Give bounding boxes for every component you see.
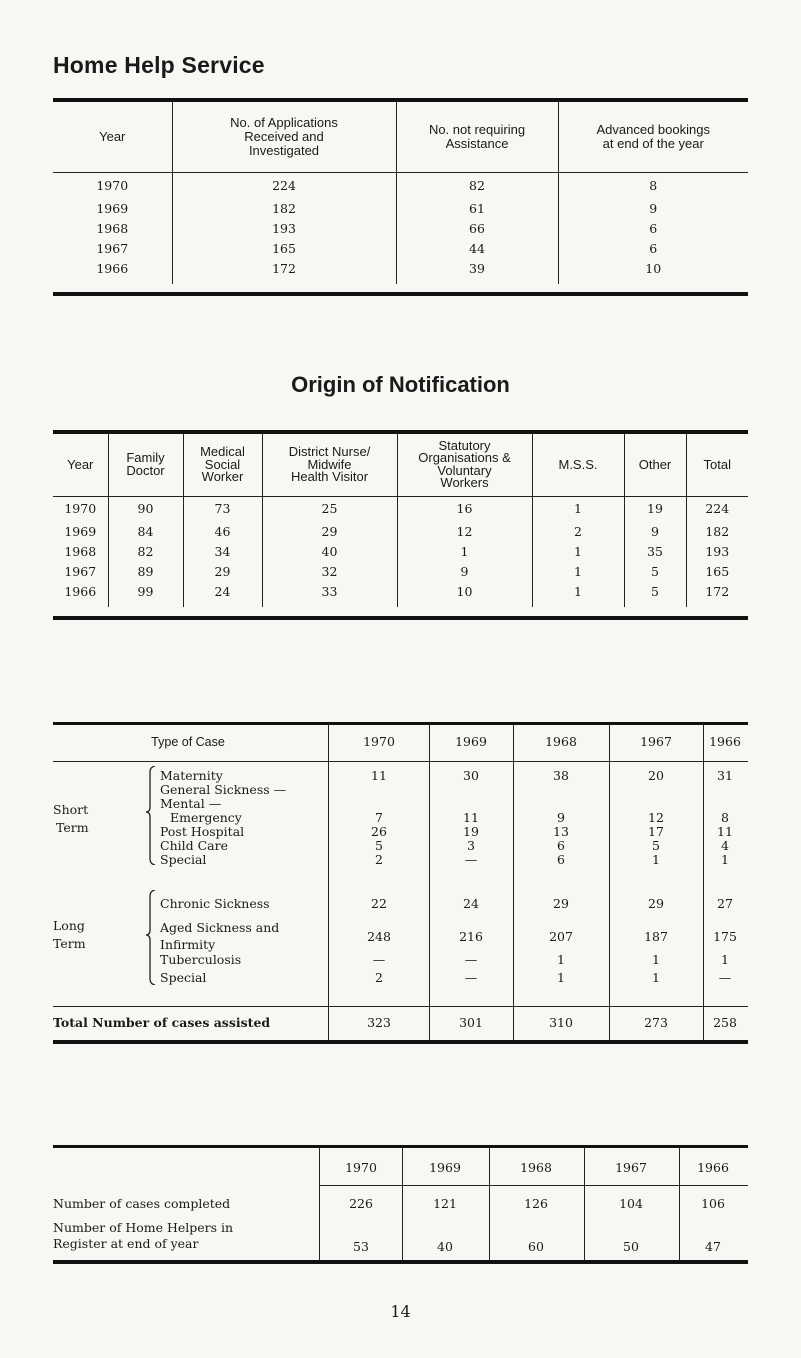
row-value: 121 — [433, 1196, 457, 1211]
table2-col-header — [686, 434, 748, 496]
table-cell: 9 — [624, 521, 686, 541]
table-cell: 82 — [396, 172, 558, 198]
year-header: 1967 — [640, 734, 672, 749]
row-value: 53 — [353, 1239, 369, 1254]
table1-col-header — [396, 102, 558, 172]
origin-of-notification-title: Origin of Notification — [291, 372, 510, 397]
year-header: 1969 — [455, 734, 487, 749]
table-cell: 46 — [183, 521, 262, 541]
long-term-value: — — [464, 952, 478, 967]
table-cell: 172 — [686, 581, 748, 601]
long-term-value: 248 — [367, 929, 391, 944]
table-cell: 172 — [172, 258, 396, 278]
pad-cell — [396, 278, 558, 284]
table-cell: 82 — [108, 541, 183, 561]
table-cell: 5 — [624, 561, 686, 581]
header-line: Worker — [201, 469, 244, 484]
pad-cell — [172, 278, 396, 284]
table-cell: 8 — [558, 172, 748, 198]
short-term-value: 19 — [463, 824, 479, 839]
table1-col-header — [172, 102, 396, 172]
total-value: 323 — [367, 1015, 391, 1030]
header-line: Total — [703, 456, 731, 472]
short-term-value: 4 — [721, 838, 729, 853]
header-line: Advanced bookings — [596, 121, 710, 137]
total-value: 273 — [644, 1015, 668, 1030]
header-line: Other — [638, 456, 672, 472]
total-value: 258 — [713, 1015, 737, 1030]
short-term-row-label: Emergency — [170, 810, 242, 825]
table-cell: 40 — [262, 541, 397, 561]
long-term-value: 29 — [648, 896, 664, 911]
short-term-value: 11 — [463, 810, 479, 825]
table-cell: 90 — [108, 496, 183, 521]
long-term-value: 1 — [557, 952, 565, 967]
short-term-value: 31 — [717, 768, 733, 783]
pad-cell — [558, 278, 748, 284]
short-term-value: 1 — [652, 852, 660, 867]
short-term-value: 1 — [721, 852, 729, 867]
table-cell: 224 — [172, 172, 396, 198]
header-line: Family — [126, 450, 165, 466]
table-cell: 66 — [396, 218, 558, 238]
table-cell: 224 — [686, 496, 748, 521]
short-term-value: 17 — [648, 824, 664, 839]
short-term-value: 20 — [648, 768, 664, 783]
long-term-value: 187 — [644, 929, 668, 944]
pad-cell — [53, 278, 172, 284]
short-term-row-label: General Sickness — — [160, 782, 287, 797]
table-cell: 193 — [172, 218, 396, 238]
long-term-value: 1 — [557, 970, 565, 985]
table-cell: 29 — [262, 521, 397, 541]
table-cell: 89 — [108, 561, 183, 581]
table-cell: 10 — [397, 581, 532, 601]
year-cell: 1970 — [64, 501, 97, 517]
long-term-row-label: Infirmity — [160, 937, 216, 952]
long-term-row-label: Special — [160, 970, 207, 985]
long-term-value: 1 — [652, 952, 660, 967]
table-cell: 25 — [262, 496, 397, 521]
table-cell: 9 — [558, 198, 748, 218]
short-term-value: 5 — [652, 838, 660, 853]
header-line: Workers — [440, 475, 489, 491]
long-term-value: 2 — [375, 970, 383, 985]
long-term-value: 22 — [371, 896, 387, 911]
table2-col-header — [624, 434, 686, 496]
row-value: 226 — [349, 1196, 373, 1211]
long-term-label: Term — [53, 936, 86, 951]
header-line: Midwife — [307, 456, 352, 472]
pad-cell — [624, 601, 686, 607]
table2-bottom-rule — [53, 616, 748, 620]
short-term-value: 12 — [648, 810, 664, 825]
column-divider — [584, 1148, 585, 1260]
short-term-value: 7 — [375, 810, 383, 825]
page-title: Home Help Service — [53, 52, 265, 78]
table-row — [53, 238, 748, 258]
year-header: 1969 — [429, 1160, 461, 1175]
short-term-brace — [145, 766, 157, 865]
column-divider — [513, 725, 514, 1040]
table-row — [53, 581, 748, 601]
table-cell: 1 — [532, 496, 624, 521]
long-term-value: 1 — [652, 970, 660, 985]
short-term-value: 3 — [467, 838, 475, 853]
header-line: Medical — [200, 444, 245, 459]
year-cell: 1969 — [64, 523, 97, 539]
short-term-row-label: Child Care — [160, 838, 228, 853]
header-line: Year — [99, 128, 126, 144]
column-divider — [489, 1148, 490, 1260]
pad-cell — [397, 601, 532, 607]
long-term-value: — — [372, 952, 386, 967]
header-line: Doctor — [126, 462, 165, 478]
table4-bottom-rule — [53, 1260, 748, 1264]
table-cell: 19 — [624, 496, 686, 521]
short-term-value: 2 — [375, 852, 383, 867]
table-cell: 99 — [108, 581, 183, 601]
table2-body — [53, 496, 748, 607]
row-value: 60 — [528, 1239, 544, 1254]
row-label: Number of Home Helpers in — [53, 1220, 234, 1235]
header-line: Organisations & — [418, 450, 511, 466]
table2-col-header — [262, 434, 397, 496]
short-term-value: — — [464, 852, 478, 867]
year-header: 1966 — [709, 734, 741, 749]
year-header: 1968 — [545, 734, 577, 749]
table-cell: 6 — [558, 238, 748, 258]
column-divider — [402, 1148, 403, 1260]
short-term-value: 11 — [717, 824, 733, 839]
short-term-value: 9 — [557, 810, 565, 825]
year-header: 1966 — [697, 1160, 729, 1175]
short-term-row-label: Mental — — [160, 796, 222, 811]
header-line: Health Visitor — [290, 469, 369, 484]
table-cell: 1 — [532, 541, 624, 561]
pad-cell — [108, 601, 183, 607]
short-term-row-label: Special — [160, 852, 207, 867]
short-term-label: Term — [56, 820, 89, 835]
type-of-case-header: Type of Case — [151, 735, 225, 749]
table-row-pad — [53, 278, 748, 284]
short-term-label: Short — [53, 802, 89, 817]
table-cell: 182 — [172, 198, 396, 218]
year-header: 1970 — [345, 1160, 377, 1175]
table-row — [53, 496, 748, 521]
table-cell: 39 — [396, 258, 558, 278]
short-term-value: 38 — [553, 768, 569, 783]
page-number: 14 — [390, 1302, 411, 1321]
total-value: 301 — [459, 1015, 483, 1030]
year-cell: 1967 — [64, 563, 97, 579]
pad-cell — [532, 601, 624, 607]
table-row — [53, 561, 748, 581]
header-line: Statutory — [438, 437, 491, 453]
table-cell: 5 — [624, 581, 686, 601]
pad-cell — [183, 601, 262, 607]
long-term-row-label: Tuberculosis — [160, 952, 242, 967]
header-rule — [319, 1185, 748, 1186]
table-cell: 1 — [532, 581, 624, 601]
column-divider — [328, 725, 329, 1040]
table1-header-row — [53, 102, 748, 172]
table-row-pad — [53, 601, 748, 607]
long-term-value: — — [718, 970, 732, 985]
table2-col-header — [53, 434, 108, 496]
pad-cell — [262, 601, 397, 607]
table-cell: 1 — [397, 541, 532, 561]
row-value: 40 — [437, 1239, 453, 1254]
short-term-value: 30 — [463, 768, 479, 783]
header-line: Social — [204, 456, 241, 472]
table1-col-header — [53, 102, 172, 172]
helpers-table — [53, 1148, 748, 1260]
table-cell: 193 — [686, 541, 748, 561]
year-cell: 1969 — [96, 200, 129, 216]
header-rule — [53, 761, 748, 762]
origin-table — [53, 434, 748, 607]
row-value: 50 — [623, 1239, 639, 1254]
row-value: 126 — [524, 1196, 548, 1211]
year-header: 1968 — [520, 1160, 552, 1175]
header-line: District Nurse/ — [288, 444, 371, 459]
header-line: Assistance — [445, 135, 509, 151]
table-row — [53, 521, 748, 541]
table1-bottom-rule — [53, 292, 748, 296]
type-of-case-table — [53, 725, 748, 1040]
short-term-row-label: Post Hospital — [160, 824, 245, 839]
table2-col-header — [108, 434, 183, 496]
table-cell: 33 — [262, 581, 397, 601]
long-term-row-label: Aged Sickness and — [160, 920, 280, 935]
long-term-value: 27 — [717, 896, 733, 911]
table-row — [53, 198, 748, 218]
long-term-value: 207 — [549, 929, 573, 944]
short-term-value: 5 — [375, 838, 383, 853]
header-line: M.S.S. — [558, 456, 598, 472]
header-line: No. of Applications — [230, 114, 338, 130]
table-cell: 34 — [183, 541, 262, 561]
table2-col-header — [183, 434, 262, 496]
row-label: Register at end of year — [53, 1236, 199, 1251]
short-term-value: 11 — [371, 768, 387, 783]
table-cell: 29 — [183, 561, 262, 581]
table-cell: 2 — [532, 521, 624, 541]
year-cell: 1968 — [96, 220, 129, 236]
year-header: 1970 — [363, 734, 395, 749]
table-row — [53, 541, 748, 561]
table1-body — [53, 172, 748, 284]
total-rule — [53, 1006, 748, 1007]
table-row — [53, 218, 748, 238]
table-cell: 165 — [172, 238, 396, 258]
table3-bottom-rule — [53, 1040, 748, 1044]
year-cell: 1967 — [96, 240, 129, 256]
table-cell: 1 — [532, 561, 624, 581]
header-line: Received and — [244, 128, 324, 144]
table-cell: 182 — [686, 521, 748, 541]
long-term-value: — — [464, 970, 478, 985]
year-cell: 1966 — [64, 583, 97, 599]
header-line: at end of the year — [602, 135, 704, 151]
table-cell: 165 — [686, 561, 748, 581]
short-term-value: 13 — [553, 824, 569, 839]
table1-col-header — [558, 102, 748, 172]
table-cell: 35 — [624, 541, 686, 561]
table-cell: 84 — [108, 521, 183, 541]
table-row — [53, 172, 748, 198]
table-cell: 24 — [183, 581, 262, 601]
pad-cell — [686, 601, 748, 607]
short-term-value: 6 — [557, 838, 565, 853]
long-term-brace — [145, 890, 157, 985]
applications-table — [53, 102, 748, 284]
total-label: Total Number of cases assisted — [53, 1015, 271, 1030]
long-term-value: 1 — [721, 952, 729, 967]
table-cell: 61 — [396, 198, 558, 218]
row-value: 47 — [705, 1239, 721, 1254]
table2-col-header — [397, 434, 532, 496]
table2-header-row — [53, 434, 748, 496]
year-cell: 1966 — [96, 260, 129, 276]
table-cell: 16 — [397, 496, 532, 521]
table-row — [53, 258, 748, 278]
table-cell: 9 — [397, 561, 532, 581]
header-line: Voluntary — [437, 462, 492, 478]
long-term-value: 175 — [713, 929, 737, 944]
table-cell: 32 — [262, 561, 397, 581]
year-cell: 1970 — [96, 177, 129, 193]
short-term-value: 6 — [557, 852, 565, 867]
header-line: Investigated — [248, 142, 320, 158]
year-cell: 1968 — [64, 543, 97, 559]
table2-col-header — [532, 434, 624, 496]
total-value: 310 — [549, 1015, 573, 1030]
table-cell: 10 — [558, 258, 748, 278]
long-term-label: Long — [53, 918, 85, 933]
long-term-value: 24 — [463, 896, 479, 911]
table-cell: 6 — [558, 218, 748, 238]
row-value: 104 — [619, 1196, 643, 1211]
short-term-row-label: Maternity — [160, 768, 223, 783]
row-label: Number of cases completed — [53, 1196, 231, 1211]
table-cell: 44 — [396, 238, 558, 258]
table-cell: 12 — [397, 521, 532, 541]
short-term-value: 26 — [371, 824, 387, 839]
row-value: 106 — [701, 1196, 725, 1211]
header-line: No. not requiring — [428, 121, 526, 137]
table-cell: 73 — [183, 496, 262, 521]
column-divider — [609, 725, 610, 1040]
header-line: Year — [67, 456, 94, 472]
pad-cell — [53, 601, 108, 607]
long-term-value: 216 — [459, 929, 483, 944]
year-header: 1967 — [615, 1160, 647, 1175]
short-term-value: 8 — [721, 810, 729, 825]
long-term-value: 29 — [553, 896, 569, 911]
long-term-row-label: Chronic Sickness — [160, 896, 270, 911]
